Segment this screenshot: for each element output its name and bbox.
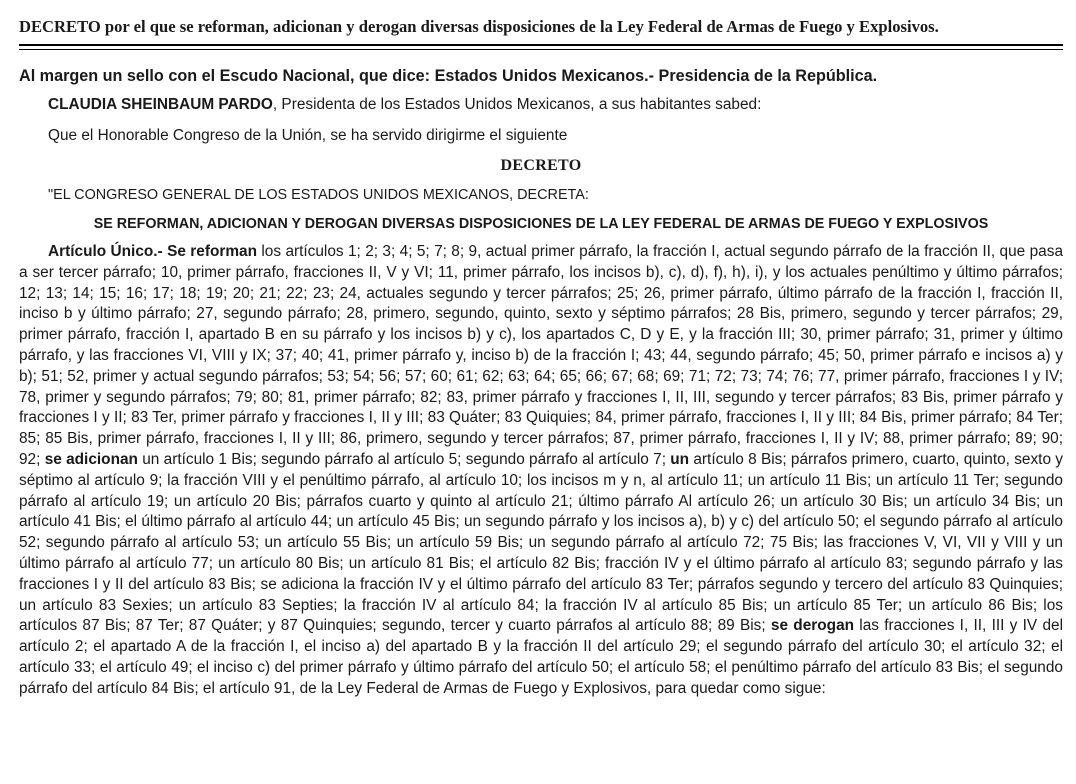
document-page [19, 0, 1063, 700]
article-label: Artículo Único.- [48, 243, 168, 260]
article-unico-paragraph [19, 242, 1063, 700]
president-name: CLAUDIA SHEINBAUM PARDO [48, 96, 273, 113]
add-un: un [670, 450, 690, 468]
reform-keyword: Se reforman [167, 243, 257, 260]
congress-decreta: "EL CONGRESO GENERAL DE LOS ESTADOS UNIDOS MEXICANOS, DECRETA: [48, 187, 589, 203]
header-divider [19, 49, 1063, 50]
president-title: , Presidenta de los Estados Unidos Mexicanos, a sus habitantes sabed: [272, 96, 762, 113]
president-line [19, 95, 1063, 115]
repeal-keyword: se derogan [770, 617, 855, 635]
margin-seal-note: Al margen un sello con el Escudo Nacional, que dice: Estados Unidos Mexicanos.- Presidencia de la República. [19, 67, 878, 85]
add-text-b: artículo 8 Bis; párrafos primero, cuarto, quinto, sexto y séptimo al artículo 9; la fracción VIII y el penúltimo párrafo, al artículo 10; los incisos m y n, al artículo 11; un artículo 11 Bis; un artículo 11 Ter; segundo párrafo al artículo 19; un artículo 20 Bis; párrafos cuarto y quinto al artículo 21; último párrafo Al artículo 26; un artículo 30 Bis; un artículo 34 Bis; un artículo 41 Bis; el último párrafo al artículo 44; un artículo 45 Bis; un segundo párrafo y los incisos a), b) y c) del artículo 50; el segundo párrafo al artículo 52; segundo párrafo al artículo 53; un artículo 55 Bis; un artículo 59 Bis; un segundo párrafo al artículo 72; 75 Bis; las fracciones V, VI, VII y VIII y un último párrafo al artículo 77; un artículo 80 Bis; un artículo 81 Bis; el artículo 82 Bis; fracción IV y el último párrafo al artículo 83; segundo párrafo y las fracciones I y II del artículo 83 Bis; se adiciona la fracción IV y el último párrafo del artículo 83 Ter; párrafos segundo y tercero del artículo 83 Quinquies; un artículo 83 Sexies; un artículo 83 Septies; la fracción IV al artículo 84; la fracción IV al artículo 85 Bis; un artículo 85 Ter; un artículo 86 Bis; los artículos 87 Bis; 87 Ter; 87 Quáter; y 87 Quinquies; segundo, tercer y cuarto párrafos al artículo 88; 89 Bis; [19, 450, 1063, 635]
decree-heading: DECRETO [500, 157, 582, 174]
repeal-text: las fracciones I, II, III y IV del artículo 2; el apartado A de la fracción I, el inciso a) del apartado B y la fracción II del artículo 29; el segundo párrafo del artículo 30; el artículo 32; el artículo 33; el artículo 49; el inciso c) del primer párrafo y último párrafo del artículo 50; el artículo 58; el penúltimo párrafo del artículo 83 Bis; el segundo párrafo del artículo 84 Bis; el artículo 91, de la Ley Federal de Armas de Fuego y Explosivos, para quedar como sigue: [19, 617, 1063, 697]
add-keyword: se adicionan [44, 450, 138, 468]
reform-heading: SE REFORMAN, ADICIONAN Y DEROGAN DIVERSAS DISPOSICIONES DE LA LEY FEDERAL DE ARMAS DE FUEGO Y EXPLOSIVOS [93, 216, 989, 232]
congress-line: Que el Honorable Congreso de la Unión, se ha servido dirigirme el siguiente [48, 127, 568, 144]
add-text-a: un artículo 1 Bis; segundo párrafo al artículo 5; segundo párrafo al artículo 7; [137, 450, 671, 468]
reform-text: los artículos 1; 2; 3; 4; 5; 7; 8; 9, actual primer párrafo, la fracción I, actual segundo párrafo de la fracción II, que pasa a ser tercer párrafo; 10, primer párrafo, fracciones II, V y VI; 11, primer párrafo, los incisos b), c), d), f), h), i), y los actuales penúltimo y último párrafos; 12; 13; 14; 15; 16; 17; 18; 19; 20; 21; 22; 23; 24, actuales segundo y tercer párrafos; 25; 26, primer párrafo, último párrafo de la fracción I, fracción II, inciso b y último párrafo; 27, segundo párrafo; 28, primero, segundo, quinto, sexto y séptimo párrafos; 28 Bis, primero, segundo y tercer párrafos; 29, primer párrafo, fracción I, apartado B en su párrafo y los incisos b) y c), los apartados C, D y E, y la fracción III; 30, primer párrafo; 31, primer y último párrafo, y las fracciones VI, VIII y IX; 37; 40; 41, primer párrafo y, inciso b) de la fracción I; 43; 44, segundo párrafo; 45; 50, primer párrafo e incisos a) y b); 51; 52, primer y actual segundo párrafos; 53; 54; 56; 57; 60; 61; 62; 63; 64; 65; 66; 67; 68; 69; 71; 72; 73; 74; 76; 77, primer párrafo, fracciones I y IV; 78, primer y segundo párrafos; 79; 80; 81, primer párrafo; 82; 83, primer párrafo y fracciones I, II, III, segundo y tercer párrafos; 83 Bis, primer párrafo y fracciones I y II; 83 Ter, primer párrafo y fracciones I, II y III; 83 Quáter; 83 Quiquies; 84, primer párrafo, fracciones I, II y III; 84 Bis, primer párrafo; 84 Ter; 85; 85 Bis, primer párrafo, fracciones I, II y III; 86, primero, segundo y tercer párrafos; 87, primer párrafo, fracciones I, II y IV; 88, primer párrafo; 89; 90; 92; [19, 243, 1063, 468]
decree-title: DECRETO por el que se reforman, adicionan y derogan diversas disposiciones de la Ley Federal de Armas de Fuego y Explosivos. [19, 0, 1063, 46]
